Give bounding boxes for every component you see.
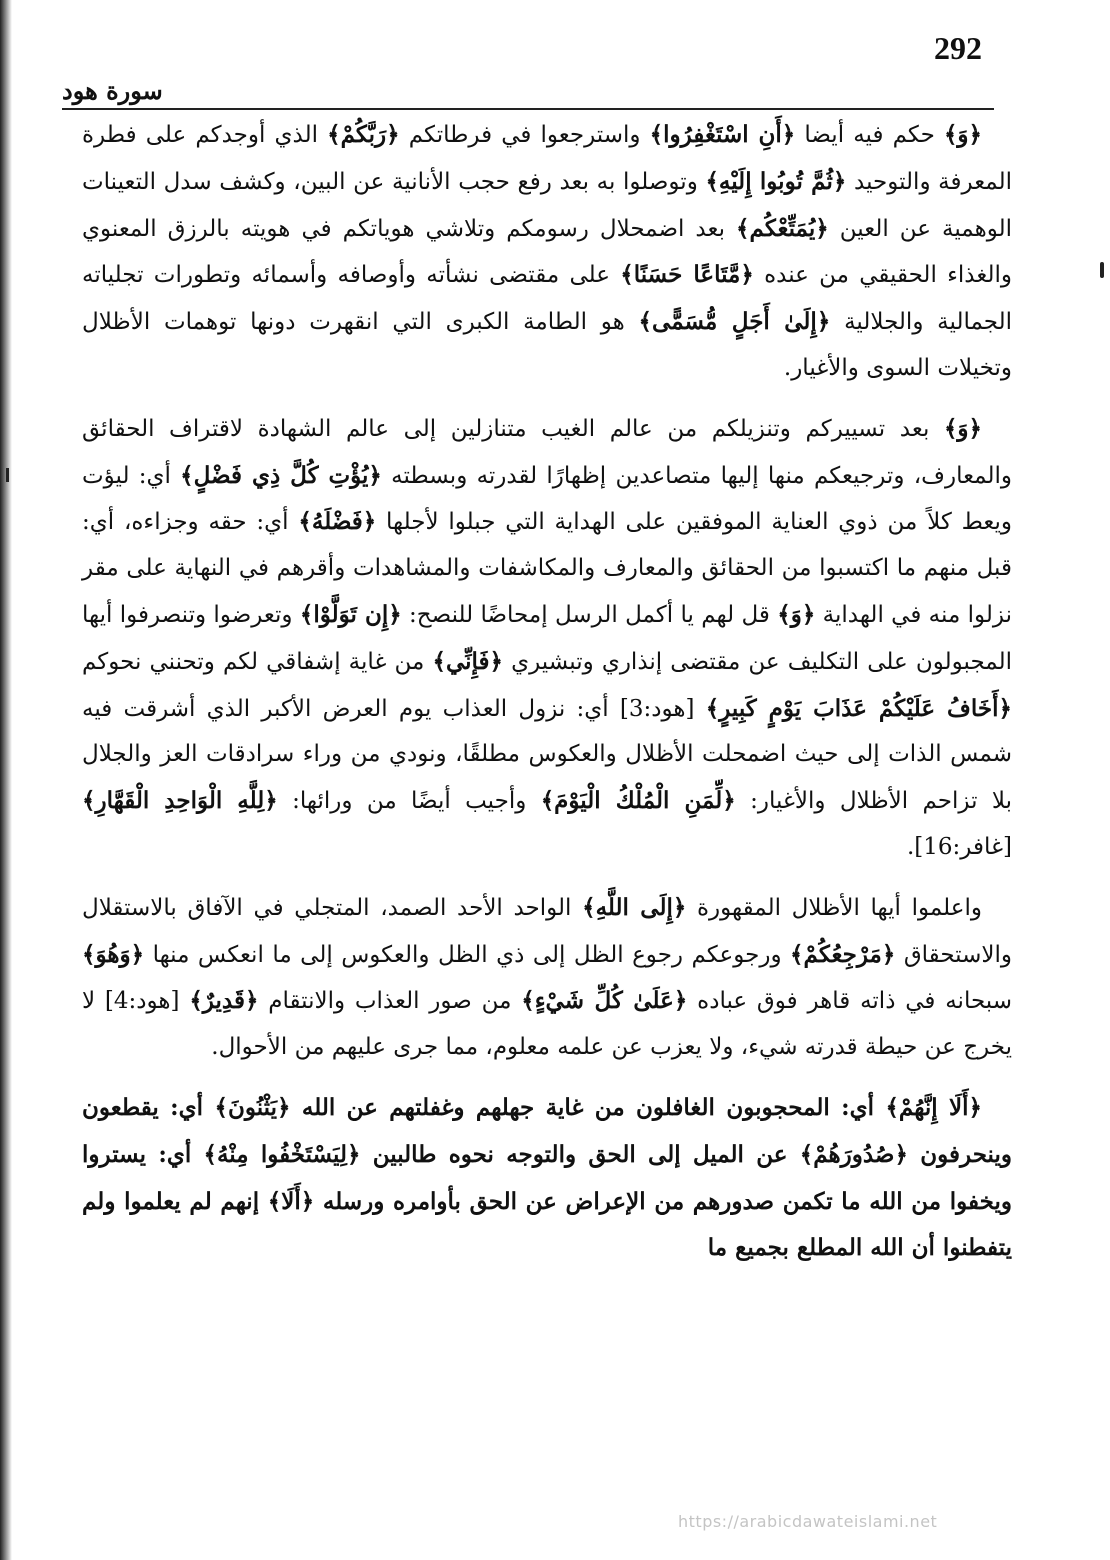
commentary-text: بعد تسييركم وتنزيلكم من عالم الغيب متنازلين إلى عالم الشهادة لاقتراف الحقائق والمعارف، وترجيعكم منها إليها متصاعدين إظهارًا لقدرته وبسطته bbox=[82, 415, 1012, 489]
quran-quote: إنهم لم يعلموا ولم يتفطنوا أن الله المطلع بجميع ما bbox=[82, 1187, 1012, 1262]
commentary-text: سبحانه في ذاته قاهر فوق عباده bbox=[687, 988, 1013, 1015]
quran-quote: ﴿مَّتَاعًا حَسَنًا﴾ bbox=[620, 261, 754, 289]
quran-quote: ﴿إِن تَوَلَّوْا﴾ bbox=[299, 600, 402, 628]
quran-quote: ﴿مَرْجِعُكُمْ﴾ bbox=[790, 940, 896, 968]
quran-quote: ﴿فَإِنِّي﴾ bbox=[432, 647, 504, 675]
quran-quote: ﴿لِلَّهِ الْوَاحِدِ الْقَهَّارِ﴾ bbox=[82, 787, 278, 815]
quran-quote: ﴿وَ﴾ bbox=[777, 600, 816, 628]
scan-speck bbox=[6, 468, 9, 482]
quran-quote: ﴿صُدُورَهُمْ﴾ bbox=[799, 1140, 908, 1168]
commentary-text: الواحد الأحد الصمد، المتجلي في الآفاق بالاستقلال والاستحقاق bbox=[82, 894, 1012, 968]
quran-quote: ﴿وَ﴾ bbox=[943, 414, 982, 442]
scan-speck bbox=[1100, 262, 1104, 278]
quran-quote: ﴿لِيَسْتَخْفُوا مِنْهُ﴾ bbox=[203, 1140, 361, 1168]
quran-quote: ﴿وَهُوَ﴾ bbox=[82, 940, 145, 968]
paragraph bbox=[82, 406, 1012, 871]
quran-quote: أي: يستروا ويخفوا من الله ما تكمن صدورهم من الإعراض عن الحق بأوامره ورسله bbox=[82, 1140, 1012, 1215]
quran-quote: ﴿أَنِ اسْتَغْفِرُوا﴾ bbox=[649, 121, 796, 148]
commentary-text: بعد اضمحلال رسومكم وتلاشي هوياتكم في هويته بالرزق المعنوي والغذاء الحقيقي من عنده bbox=[82, 215, 1012, 289]
scan-edge-shadow bbox=[0, 0, 12, 1560]
commentary-text: وتوصلوا به بعد رفع حجب الأنانية عن البين، وكشف سدل التعينات الوهمية عن العين bbox=[82, 168, 1012, 242]
surah-title: سورة هود bbox=[62, 76, 163, 105]
quran-quote: ﴿أَلَا إِنَّهُمْ﴾ bbox=[885, 1093, 983, 1121]
watermark-url: https://arabicdawateislami.net bbox=[678, 1512, 938, 1531]
commentary-text: أي: ليؤت ويعط كلاً من ذوي العناية الموفقين على الهداية التي جبلوا لأجلها bbox=[82, 462, 1013, 536]
quran-quote: ﴿رَبَّكُمْ﴾ bbox=[327, 121, 400, 148]
quran-quote: ﴿وَ﴾ bbox=[943, 121, 982, 148]
page-number: 292 bbox=[934, 30, 982, 66]
quran-quote: عن الميل إلى الحق والتوجه نحوه طالبين bbox=[360, 1140, 800, 1168]
quran-quote: ﴿فَضْلَهُ﴾ bbox=[298, 508, 377, 536]
quran-quote: ﴿قَدِيرٌ﴾ bbox=[189, 987, 259, 1015]
commentary-text: واسترجعوا في فرطاتكم bbox=[399, 122, 650, 148]
commentary-text: ورجوعكم رجوع الظل إلى ذي الظل والعكوس إلى ما انعكس منها bbox=[144, 941, 791, 968]
quran-quote: ﴿لِّمَنِ الْمُلْكُ الْيَوْمَ﴾ bbox=[540, 787, 736, 815]
quran-quote: ﴿يُؤْتِ كُلَّ ذِي فَضْلٍ﴾ bbox=[180, 461, 382, 489]
commentary-text: حكم فيه أيضا bbox=[795, 122, 944, 148]
commentary-text: [هود:3] أي: نزول العذاب يوم العرض الأكبر الذي أشرقت فيه شمس الذات إلى حيث اضمحلت الأظلال والعكوس مطلقًا، ونودي من وراء سرادقات العز والجلال بلا تزاحم الأظلال والأغيار: bbox=[82, 695, 1012, 815]
paragraph bbox=[82, 885, 1012, 1071]
commentary-text: واعلموا أيها الأظلال المقهورة bbox=[686, 894, 983, 921]
commentary-text: هو الطامة الكبرى التي انقهرت دونها توهمات الأظلال وتخيلات السوى والأغيار. bbox=[82, 309, 1012, 381]
quran-quote: ﴿عَلَىٰ كُلِّ شَيْءٍ﴾ bbox=[521, 987, 688, 1015]
quran-quote: ﴿أَلَا﴾ bbox=[267, 1187, 315, 1215]
quran-quote: ﴿يَثْنُونَ﴾ bbox=[214, 1093, 291, 1121]
header-divider bbox=[62, 108, 994, 110]
commentary-text: وأجيب أيضًا من ورائها: bbox=[277, 788, 541, 815]
commentary-text: [غافر:16]. bbox=[906, 833, 1012, 860]
commentary-text: على مقتضى نشأته وأوصافه وأسمائه وتطورات تجلياته الجمالية والجلالية bbox=[82, 262, 1013, 336]
paragraph bbox=[82, 1085, 1012, 1272]
commentary-text: من غاية إشفاقي لكم وتحنني نحوكم bbox=[82, 648, 433, 675]
quran-quote: ﴿أَخَافُ عَلَيْكُمْ عَذَابَ يَوْمٍ كَبِيرٍ﴾ bbox=[705, 694, 1012, 722]
quran-quote: أي: يقطعون وينحرفون bbox=[82, 1093, 1012, 1168]
paragraph bbox=[82, 112, 1012, 392]
quran-quote: ﴿ثُمَّ تُوبُوا إِلَيْهِ﴾ bbox=[705, 167, 847, 195]
commentary-text: وتعرضوا وتنصرفوا أيها المجبولون على التكليف عن مقتضى إنذاري وتبشيري bbox=[82, 601, 1012, 675]
quran-quote: ﴿إِلَى اللَّهِ﴾ bbox=[582, 893, 687, 921]
quran-quote: ﴿يُمَتِّعْكُم﴾ bbox=[736, 214, 829, 242]
commentary-text: قل لهم يا أكمل الرسل إمحاضًا للنصح: bbox=[401, 601, 778, 628]
page-body bbox=[82, 112, 1012, 1272]
commentary-text: الذي أوجدكم على فطرة المعرفة والتوحيد bbox=[82, 122, 1012, 195]
commentary-text: من صور العذاب والانتقام bbox=[258, 988, 522, 1015]
commentary-text: أي: حقه وجزاءه، أي: قبل منهم ما اكتسبوا من الحقائق والمعارف والمكاشفات والمشاهدات وأقرهم في النهاية على مقر نزلوا منه في الهداية bbox=[82, 509, 1012, 628]
quran-quote: ﴿إِلَىٰ أَجَلٍ مُّسَمًّى﴾ bbox=[638, 308, 831, 336]
quran-quote: أي: المحجوبون الغافلون من غاية جهلهم وغفلتهم عن الله bbox=[290, 1093, 886, 1121]
commentary-text: [هود:4] لا يخرج عن حيطة قدرته شيء، ولا يعزب عن علمه معلوم، مما جرى عليهم من الأحوال. bbox=[82, 988, 1012, 1061]
